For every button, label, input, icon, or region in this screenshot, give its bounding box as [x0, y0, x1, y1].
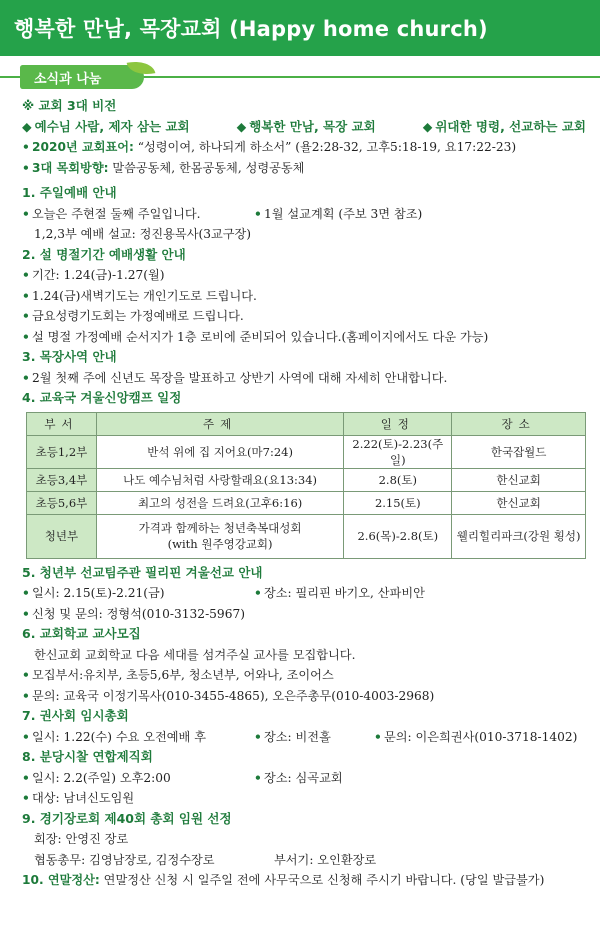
section-2-title: 2. 설 명절기간 예배생활 안내 [22, 246, 186, 262]
theme-line: (with 원주영강교회) [167, 537, 273, 551]
section-1-sermon: 1,2,3부 예배 설교: 정진용목사(3교구장) [34, 227, 252, 241]
section-9-row: 협동총무: 김영남장로, 김정수장로 부서기: 오인환장로 [34, 852, 377, 867]
section-5-title: 5. 청년부 선교팀주관 필리핀 겨울선교 안내 [22, 564, 263, 580]
dept-cell: 초등1,2부 [27, 435, 97, 468]
section-10 [22, 870, 586, 891]
vision-item: ◆ 위대한 명령, 선교하는 교회 [422, 118, 586, 134]
motto-text: “성령이여, 하나되게 하소서” (욜2:28-32, 고후5:18-19, 요17:22-23) [133, 140, 517, 154]
diamond-icon: ◆ [22, 118, 32, 134]
section-6-title: 6. 교회학교 교사모집 [22, 626, 141, 641]
table-row [27, 435, 586, 468]
section-7-row: • 일시: 1.22(수) 수요 오전예배 후 • 장소: 비전홀 • 문의: 이은희권사(010-3718-1402) [22, 729, 578, 744]
theme-cell [96, 514, 343, 558]
section-tab-label: 소식과 나눔 [34, 71, 102, 87]
list-item: • 1.24(금)새벽기도는 개인기도로 드립니다. [22, 288, 257, 303]
table-row [27, 491, 586, 514]
page-title-banner [0, 0, 600, 56]
list-item: • 모집부서:유치부, 초등5,6부, 청소년부, 어와나, 조이어스 [22, 668, 334, 682]
diamond-icon: ◆ [422, 118, 433, 134]
section-9-title: 9. 경기장로회 제40회 총회 임원 선정 [22, 810, 232, 826]
vision-item: ◆ 예수님 사람, 제자 삼는 교회 [22, 118, 190, 134]
section-4-title: 4. 교육국 겨울신앙캠프 일정 [22, 390, 182, 405]
list-item: • 대상: 남녀신도임원 [22, 791, 135, 805]
theme-line: 가격과 함께하는 청년축복대성회 [138, 521, 302, 535]
dept-cell: 청년부 [27, 514, 97, 558]
section-9-chair: 회장: 안영진 장로 [34, 832, 129, 846]
dept-cell: 초등3,4부 [27, 468, 97, 491]
policy-text: 말씀공동체, 한몸공동체, 성령공동체 [108, 160, 305, 175]
column-header: 주제 [96, 412, 343, 435]
date-cell: 2.6(목)-2.8(토) [344, 514, 452, 558]
policy-line: • 3대 목회방향: 말씀공동체, 한몸공동체, 성령공동체 [22, 160, 305, 175]
column-header: 부서 [27, 412, 97, 435]
vision-item: ◆ 행복한 만남, 목장 교회 [236, 118, 376, 134]
camp-schedule-table [26, 412, 586, 559]
place-cell: 한국잡월드 [452, 435, 586, 468]
section-tab [20, 65, 144, 89]
theme-cell: 나도 예수님처럼 사랑할래요(요13:34) [96, 468, 343, 491]
date-cell: 2.15(토) [344, 491, 452, 514]
list-item: • 신청 및 문의: 정형석(010-3132-5967) [22, 606, 245, 621]
table-row [27, 468, 586, 491]
column-header: 일정 [344, 412, 452, 435]
column-header: 장소 [452, 412, 586, 435]
list-item: • 금요성령기도회는 가정예배로 드립니다. [22, 309, 244, 323]
section-3-title: 3. 목장사역 안내 [22, 349, 117, 364]
section-1-title: 1. 주일예배 안내 [22, 185, 117, 200]
place-cell: 한신교회 [452, 491, 586, 514]
section-5-row: • 일시: 2.15(토)-2.21(금) • 장소: 필리핀 바기오, 산파비안 [22, 586, 425, 600]
diamond-icon: ◆ [236, 118, 247, 134]
place-cell: 한신교회 [452, 468, 586, 491]
motto-label: 2020년 교회표어: [32, 140, 134, 154]
list-item: • 기간: 1.24(금)-1.27(월) [22, 268, 165, 282]
date-cell: 2.22(토)-2.23(주일) [344, 435, 452, 468]
section-8-row: • 일시: 2.2(주일) 오후2:00 • 장소: 심곡교회 [22, 770, 343, 785]
bulletin-content [22, 96, 586, 891]
section-10-title: 10. 연말정산: [22, 873, 100, 887]
vision-title: ※ 교회 3대 비전 [22, 98, 117, 113]
list-item: • 설 명절 가정예배 순서지가 1층 로비에 준비되어 있습니다.(홈페이지에서도 다운 가능) [22, 329, 489, 344]
date-cell: 2.8(토) [344, 468, 452, 491]
section-1-row: • 오늘은 주현절 둘째 주일입니다. • 1월 설교계획 (주보 3면 참조) [22, 206, 423, 221]
section-7-title: 7. 권사회 임시총회 [22, 708, 129, 723]
vision-items [22, 117, 586, 138]
policy-label: 3대 목회방향: [32, 160, 109, 175]
section-8-title: 8. 분당시찰 연합제직회 [22, 749, 153, 764]
list-item: • 문의: 교육국 이정기목사(010-3455-4865), 오은주총무(010-4003-2968) [22, 688, 435, 703]
list-item: • 2월 첫째 주에 신년도 목장을 발표하고 상반기 사역에 대해 자세히 안내합니다. [22, 370, 448, 385]
section-6-intro: 한신교회 교회학교 다음 세대를 섬겨주실 교사를 모집합니다. [34, 647, 356, 662]
section-10-text: 연말정산 신청 시 일주일 전에 사무국으로 신청해 주시기 바랍니다. (당일 발급불가) [99, 873, 545, 887]
page-title: 행복한 만남, 목장교회 (Happy home church) [14, 17, 488, 41]
table-row [27, 514, 586, 558]
section-tab-band [0, 56, 600, 92]
theme-cell: 최고의 성전을 드려요(고후6:16) [96, 491, 343, 514]
theme-cell: 반석 위에 집 지어요(마7:24) [96, 435, 343, 468]
motto-line: • 2020년 교회표어: “성령이여, 하나되게 하소서” (욜2:28-32, 고후5:18-19, 요17:22-23) [22, 140, 517, 154]
place-cell: 웰리힐리파크(강원 횡성) [452, 514, 586, 558]
table-header-row [27, 412, 586, 435]
dept-cell: 초등5,6부 [27, 491, 97, 514]
